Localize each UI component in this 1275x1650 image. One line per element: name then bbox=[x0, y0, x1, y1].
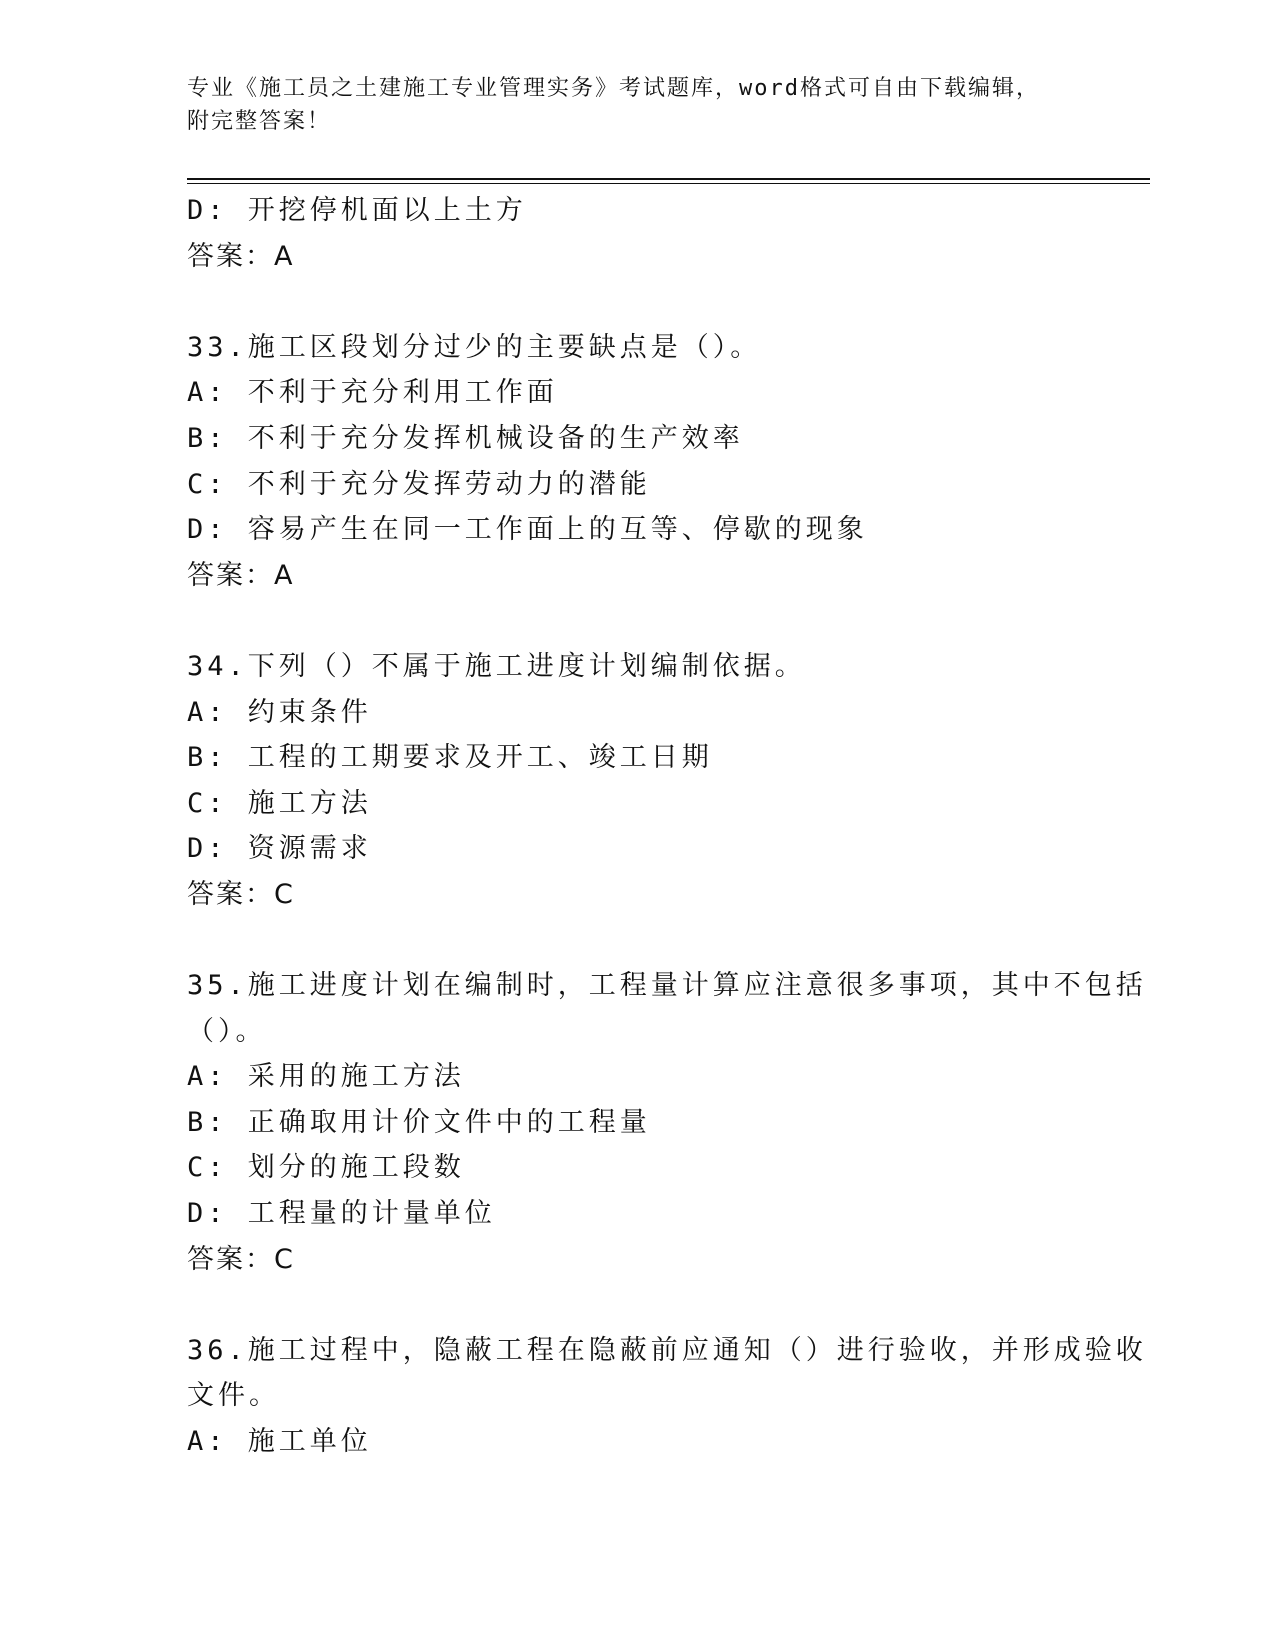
answer-line: 答案：A bbox=[187, 559, 295, 591]
document-body bbox=[187, 188, 1147, 1465]
spacer bbox=[187, 598, 1087, 644]
option-c: C: 施工方法 bbox=[187, 787, 372, 819]
header-rule-thin bbox=[187, 183, 1150, 184]
answer-line: 答案：A bbox=[187, 240, 295, 272]
question-text-line-2: （）。 bbox=[187, 1015, 267, 1047]
option-a: A: 施工单位 bbox=[187, 1426, 372, 1458]
option-a: A: 采用的施工方法 bbox=[187, 1061, 465, 1093]
option-d: D: 容易产生在同一工作面上的互等、停歇的现象 bbox=[187, 514, 868, 546]
answer-line: 答案：C bbox=[187, 1243, 295, 1275]
option-d: D: 工程量的计量单位 bbox=[187, 1198, 496, 1230]
question-block-33 bbox=[187, 325, 1087, 599]
spacer bbox=[187, 1282, 1087, 1328]
option-b: B: 不利于充分发挥机械设备的生产效率 bbox=[187, 422, 744, 454]
spacer bbox=[187, 918, 1087, 964]
option-d: D: 资源需求 bbox=[187, 833, 372, 865]
option-d: D: 开挖停机面以上土方 bbox=[187, 195, 527, 226]
question-block-34 bbox=[187, 644, 1087, 918]
option-c: C: 不利于充分发挥劳动力的潜能 bbox=[187, 468, 651, 500]
option-a: A: 不利于充分利用工作面 bbox=[187, 377, 558, 409]
header-rule-thick bbox=[187, 178, 1150, 180]
question-block-35 bbox=[187, 963, 1147, 1282]
answer-line: 答案：C bbox=[187, 878, 295, 910]
question-text: 33.施工区段划分过少的主要缺点是（）。 bbox=[187, 331, 762, 363]
question-text-line-2: 文件。 bbox=[187, 1380, 280, 1412]
question-text: 34.下列（）不属于施工进度计划编制依据。 bbox=[187, 650, 806, 682]
option-a: A: 约束条件 bbox=[187, 696, 372, 728]
header-line-1: 专业《施工员之土建施工专业管理实务》考试题库，word格式可自由下载编辑， bbox=[187, 76, 1040, 101]
spacer bbox=[187, 279, 1087, 325]
question-block-32 bbox=[187, 188, 1087, 279]
header-line-2: 附完整答案！ bbox=[187, 109, 332, 134]
question-block-36 bbox=[187, 1328, 1147, 1465]
question-text-line-1: 35.施工进度计划在编制时，工程量计算应注意很多事项，其中不包括 bbox=[187, 970, 1147, 1002]
option-b: B: 工程的工期要求及开工、竣工日期 bbox=[187, 742, 713, 774]
option-c: C: 划分的施工段数 bbox=[187, 1152, 465, 1184]
question-text-line-1: 36.施工过程中，隐蔽工程在隐蔽前应通知（）进行验收，并形成验收 bbox=[187, 1334, 1147, 1366]
document-header bbox=[187, 72, 1067, 138]
option-b: B: 正确取用计价文件中的工程量 bbox=[187, 1106, 651, 1138]
